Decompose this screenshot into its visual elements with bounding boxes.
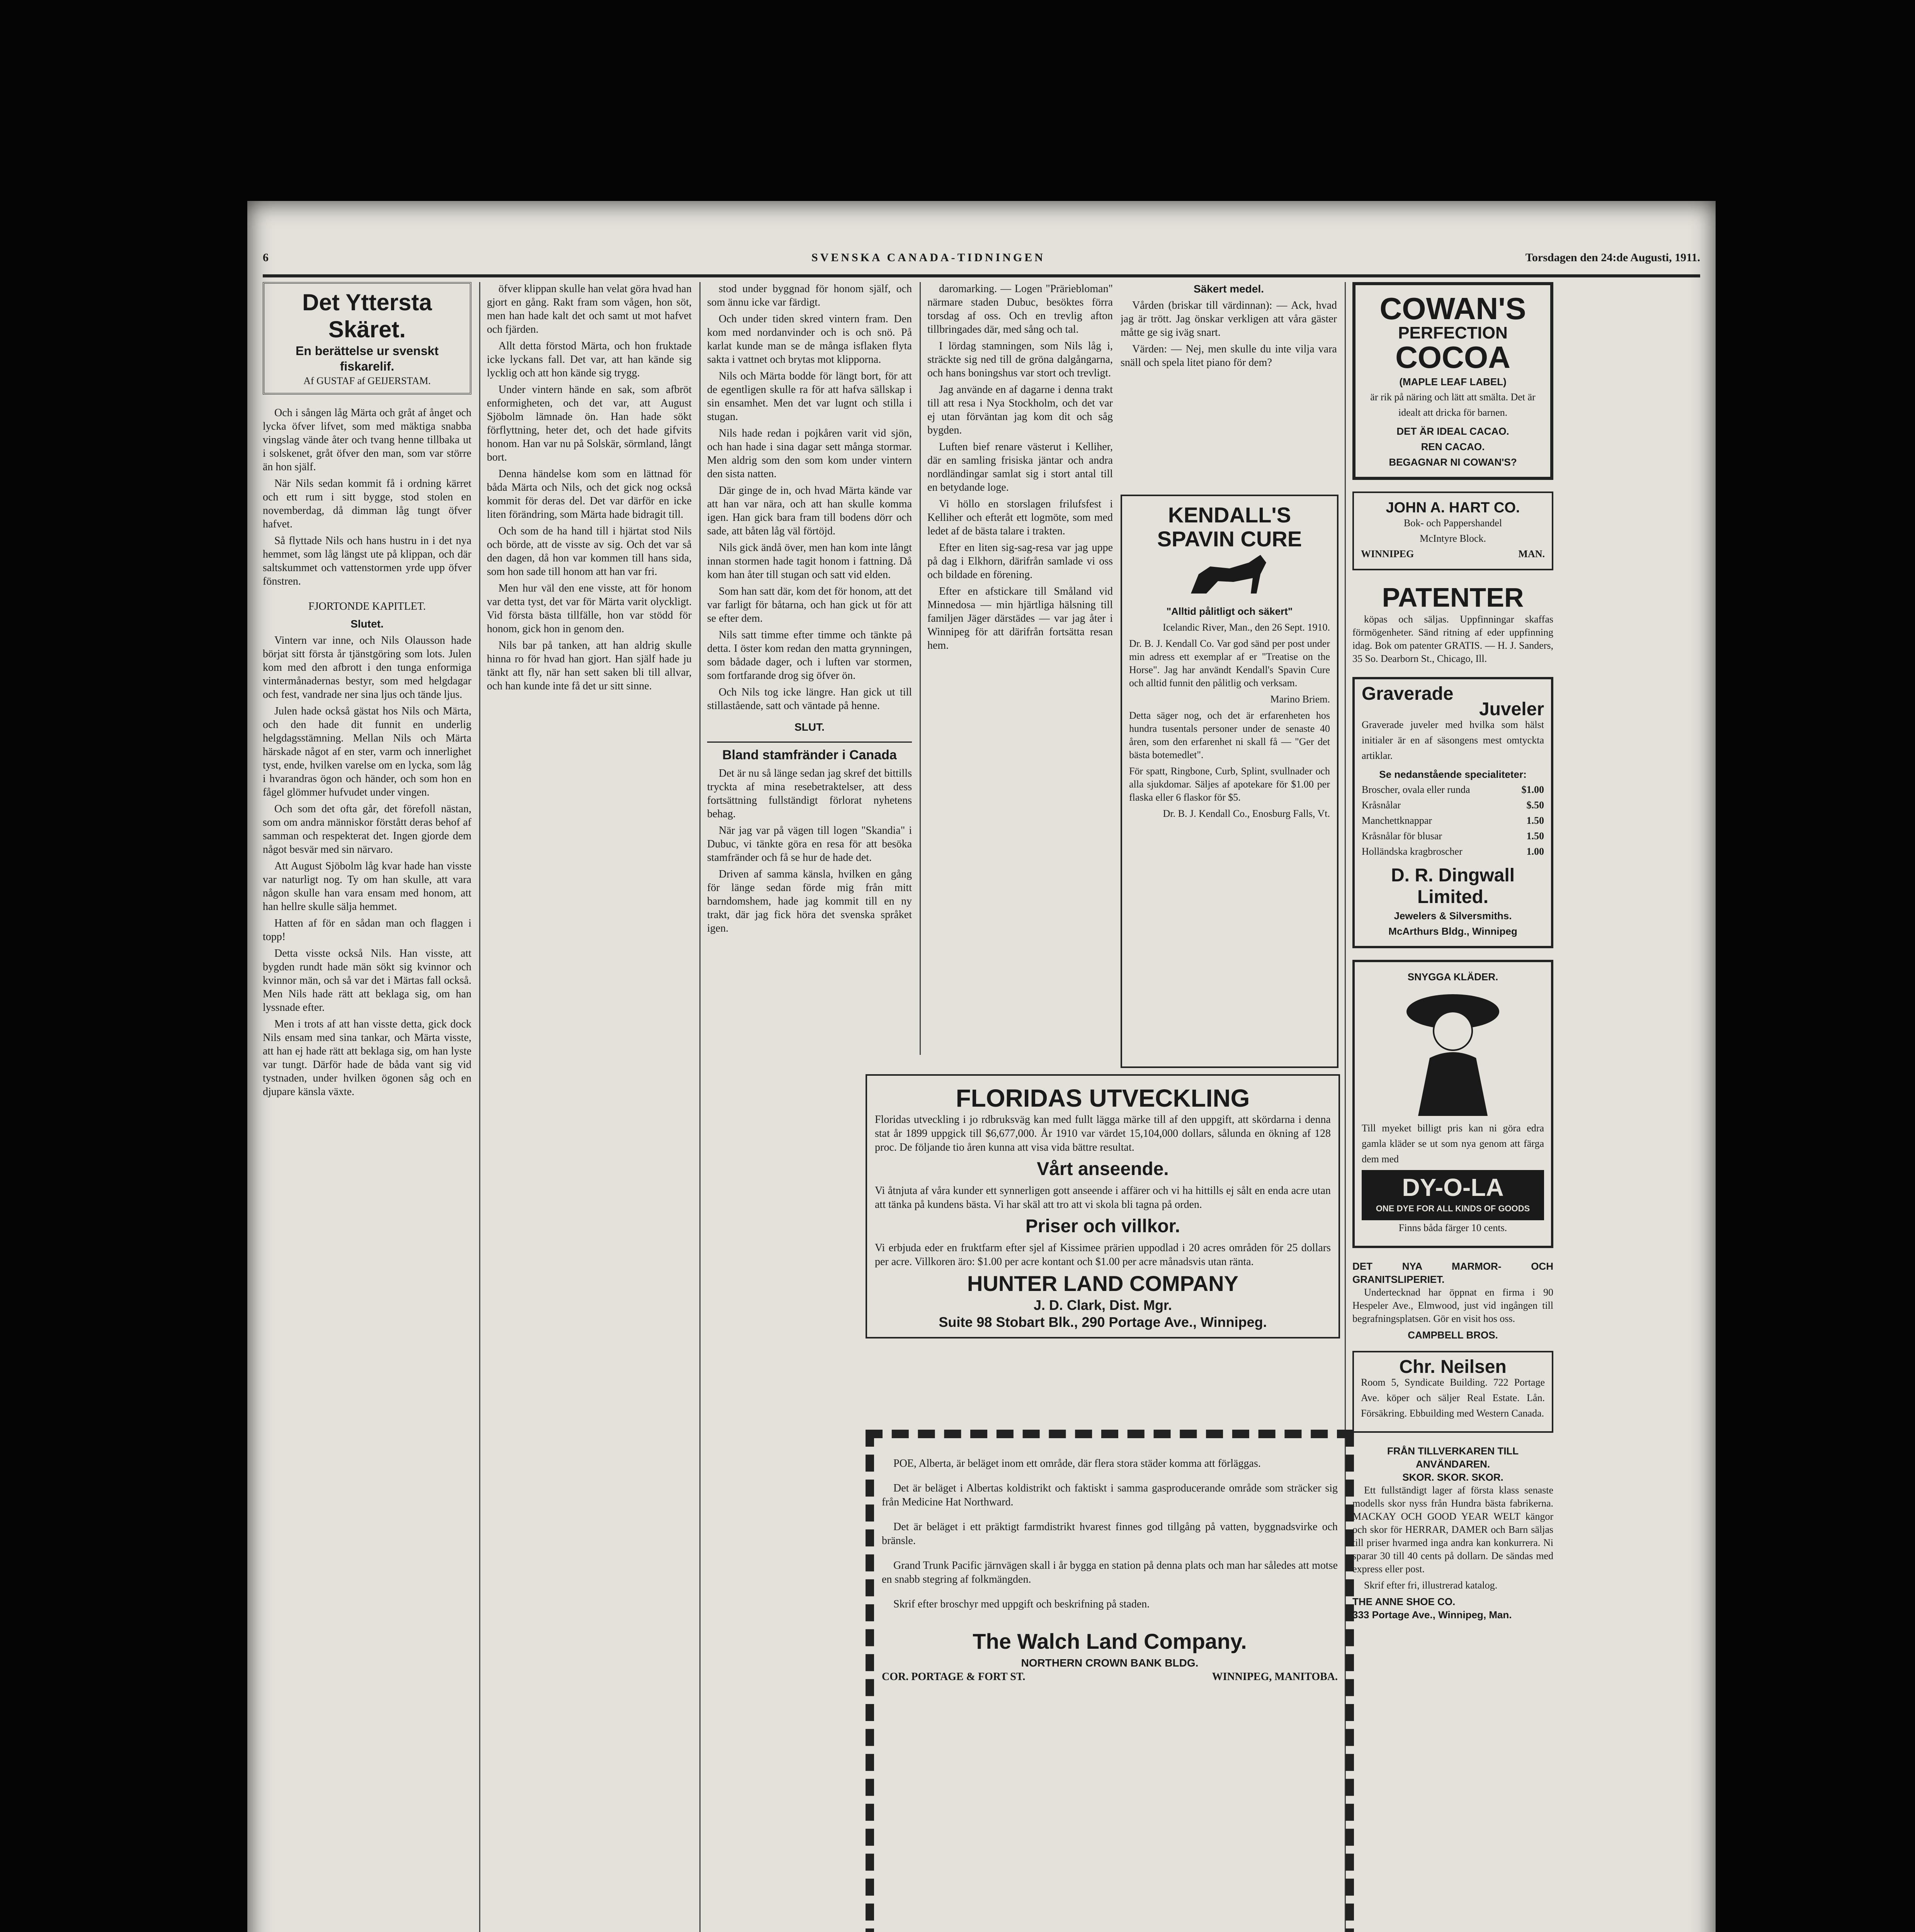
dingwall-addr: McArthurs Bldg., Winnipeg xyxy=(1388,925,1517,937)
hunter-manager: J. D. Clark, Dist. Mgr. xyxy=(1033,1297,1172,1313)
dyola-text: Finns båda färger 10 cents. xyxy=(1398,1222,1507,1233)
snygga-title: SNYGGA KLÄDER. xyxy=(1407,971,1498,983)
neilsen-ad xyxy=(1352,1351,1553,1433)
walch-ad xyxy=(866,1430,1354,1932)
patenter-text: köpas och säljas. Uppfinningar skaffas förmögenheter. Sänd ritning af eder uppfinning idag. Bok om patenter GRATIS. — H. J. Sanders, 35 So. Dearborn St., Chicago, Ill. xyxy=(1352,614,1553,664)
paragraph: Jag använde en af dagarne i denna trakt till att resa i Nya Stockholm, och det var ej utan förväntan jag kom dit och såg bygden. xyxy=(927,384,1113,436)
paragraph: Efter en afstickare till Småland vid Minnedosa — min hjärtliga hälsning till familjen Jäger därstädes — var jag åter i Winnipeg för att därifrån fortsätta resan hem. xyxy=(927,585,1113,651)
column-divider xyxy=(699,282,701,1932)
price-list-item: Kråsnålar xyxy=(1362,799,1401,811)
graverade-text: Graverade juveler med hvilka som hälst initialer är en af säsongens mest omtyckta artiklar. xyxy=(1362,719,1544,761)
chapter-subheading: Slutet. xyxy=(350,618,384,630)
dyola-logo xyxy=(1362,1170,1544,1220)
paragraph: Nils och Märta bodde för längt bort, för att de egentligen skulle ra för att hafva sällskap i sin ensamhet. Men det var lugnt och stilla i stugan. xyxy=(707,370,912,423)
paragraph: Att August Sjöbolm låg kvar hade han visste var naturligt nog. Ty om han skulle, att vara någon skulle han vara ensam med honom, att han hellre skulle sälja hemmet. xyxy=(263,860,471,913)
cowans-tagline: DET ÄR IDEAL CACAO. xyxy=(1396,425,1509,437)
story-title: Det Yttersta Skäret. xyxy=(302,289,432,342)
story-subtitle: En berättelse ur svenskt fiskarelif. xyxy=(296,344,439,373)
hart-city-left: WINNIPEG xyxy=(1361,548,1414,560)
hart-city-right: MAN. xyxy=(1518,548,1545,560)
price-list-price: 1.50 xyxy=(1526,815,1544,826)
paragraph: Under vintern hände en sak, som afbröt enformigheten, och det var, att August Sjöbolm lämnade ön. Han hade sökt förflyttning, heter det, och det hade gifvits honom. Han var nu på Solskär, sörmland, långt bort. xyxy=(487,384,692,463)
paragraph: daromarking. — Logen "Präriebloman" närmare staden Dubuc, besöktes förra torsdag af oss. Och en trevlig afton tillbringades där, med sång och tal. xyxy=(927,283,1113,335)
header-rule xyxy=(263,274,1700,277)
paragraph: Detta visste också Nils. Han visste, att bygden rundt hade män sökt sig kvinnor och kvinnor män, och så var det i Märtas fall också. Men Nils hade rätt att beklaga sig, om han lyssnade efter. xyxy=(263,947,471,1014)
price-list-price: $1.00 xyxy=(1521,784,1544,795)
skor-addr: 333 Portage Ave., Winnipeg, Man. xyxy=(1352,1609,1512,1621)
patenter-ad xyxy=(1352,582,1553,665)
marmor-ad xyxy=(1352,1260,1553,1342)
skor-text: Ett fullständigt lager af första klass senaste modells skor nyss från Hundra bästa fabrikerna. MACKAY OCH GOOD YEAR WELT kängor och skor för HERRAR, DAMER och Barn säljas till priser hvarmed inga andra kan konkurrera. Ni sparar 30 till 40 cents på dollarn. De sändas med express eller post. xyxy=(1352,1485,1553,1575)
dingwall-sub: Jewelers & Silversmiths. xyxy=(1394,910,1512,922)
walch-text: Det är beläget i Albertas koldistrikt och faktiskt i samma gasproducerande område som sträcker sig från Medicine Hat Northward. xyxy=(882,1482,1338,1508)
cowans-ad xyxy=(1352,282,1553,480)
story-author: Af GUSTAF af GEIJERSTAM. xyxy=(303,375,431,386)
paragraph: Och som de ha hand till i hjärtat stod Nils och börde, att de visste av sig. Och det var så den dagen, då hon var kommen till hans sida, som hon sade till honom att han var fri. xyxy=(487,525,692,578)
paragraph: När jag var på vägen till logen "Skandia" i Dubuc, vi tänkte göra en resa för att besöka stamfränder och få se hur de hade det. xyxy=(707,825,912,864)
column-divider xyxy=(920,282,921,1055)
paragraph: Så flyttade Nils och hans hustru in i det nya hemmet, som låg längst ute på klippan, och där saltskummet och vattenstormen yrde upp öfver fönstren. xyxy=(263,535,471,587)
paragraph: Och som det ofta går, det förefoll nästan, som om andra människor förstått deras behof af samman och respekterat det. Ingen gjorde dem något besvär med sin närvaro. xyxy=(263,803,471,855)
cowans-title: COWAN'S xyxy=(1379,291,1526,326)
walch-text: Grand Trunk Pacific järnvägen skall i år bygga en station på denna plats och man har således att motse en snabb stegring af folkmängden. xyxy=(882,1560,1338,1585)
paragraph: Men i trots af att han visste detta, gick dock Nils ensam med sina tankar, och Märta visste, att han ej hade rätt att beklaga sig, om han lyste var tungt. Därför hade de båda vant sig vid tystnaden, under hvilken ögonen såg och en djupare känsla växte. xyxy=(263,1018,471,1098)
marmor-text: Undertecknad har öppnat en firma i 90 Hespeler Ave., Elmwood, just vid ingången till begrafningsplatsen. Gör en visit hos oss. xyxy=(1352,1287,1553,1324)
floridas-text: Vi erbjuda eder en fruktfarm efter sjel af Kissimee prärien uppodlad i 20 acres områden för 25 dollars per acre. Villkoren äro: $1.00 per acre kontant och $1.00 per acre månadsvis utan ränta. xyxy=(875,1242,1331,1268)
price-list-item: Manchettknappar xyxy=(1362,815,1432,826)
price-list-price: 1.00 xyxy=(1526,846,1544,857)
story-title-box xyxy=(263,282,471,395)
neilsen-text: Room 5, Syndicate Building. 722 Portage Ave. köper och säljer Real Estate. Lån. Försäkring. Ebbuilding med Western Canada. xyxy=(1361,1377,1545,1419)
graverade-specialties: Se nedanstående specialiteter: xyxy=(1379,769,1527,780)
graverade-ad xyxy=(1352,677,1553,948)
price-list-item: Kråsnålar för blusar xyxy=(1362,830,1442,842)
story-end: SLUT. xyxy=(794,721,825,733)
column-4 xyxy=(927,282,1113,1063)
woman-illustration-icon xyxy=(1395,985,1511,1116)
paragraph: Driven af samma känsla, hvilken en gång för länge sedan förde mig från mitt barndomshem, hade jag kommit till en ny trakt, där jag fick höra det svenska språket igen. xyxy=(707,868,912,934)
kendall-letter: Dr. B. J. Kendall Co. Var god sänd per post under min adress ett exemplar af er "Treatise on the Horse". Jag har användt Kendall's Spavin Cure och alltid funnit den pålitlig och verksam. xyxy=(1129,638,1330,689)
paragraph: Luften bief renare västerut i Kelliher, där en samling frisiska jäntar och andra nordländingar samlat sig i stort antal till en betydande loge. xyxy=(927,441,1113,493)
paragraph: Men hur väl den ene visste, att för honom var detta tyst, det var för Märta varit olyckligt. Vid första bästa tillfälle, hon var stödd för honom, gick hon in genom den. xyxy=(487,582,692,635)
cowans-tagline: REN CACAO. xyxy=(1421,441,1485,452)
hunter-address: Suite 98 Stobart Blk., 290 Portage Ave., Winnipeg. xyxy=(939,1314,1267,1330)
hart-name: JOHN A. HART CO. xyxy=(1386,500,1520,516)
snygga-text: Till myeket billigt pris kan ni göra edra gamla kläder se ut som nya genom att färga dem med xyxy=(1362,1122,1544,1165)
price-list-row xyxy=(1362,813,1544,828)
hart-ad xyxy=(1352,492,1553,570)
page-header xyxy=(263,251,1700,270)
cowans-cocoa: COCOA xyxy=(1395,340,1510,374)
floridas-text: Floridas utveckling i jo rdbruksväg kan med fullt lägga märke till af den uppgift, att skördarna i denna stat år 1899 uppgick till $6,677,000. År 1910 var värdet 15,104,000 dollars, sålunda en ökning af 128 proc. De följande tio åren kunna att visa vida bättre resultat. xyxy=(875,1114,1331,1153)
floridas-text: Vi åtnjuta af våra kunder ett synnerligen gott anseende i affärer och vi ha hittills ej sålt en enda acre utan att tänka på kundens bästa. Vi har skäl att tro att vi skola bli tagna på orden. xyxy=(875,1185,1331,1211)
cowans-label: (MAPLE LEAF LABEL) xyxy=(1399,376,1507,388)
column-1 xyxy=(263,282,471,1932)
paragraph: Vintern var inne, och Nils Olausson hade börjat sitt första år tjänstgöring som lots. Julen kom med den afbrott i den tunga enformiga vintermånadernas bestyr, som med helgdagar och fest, vandrade ner sina ljus och tände ljus. xyxy=(263,634,471,701)
paragraph: Och under tiden skred vintern fram. Den kom med nordanvinder och is och snö. På karlat kunde man se de många isflaken flyta sakta i vattnet och brytas mot klipporna. xyxy=(707,313,912,366)
price-list-item: Broscher, ovala eller runda xyxy=(1362,784,1470,795)
paragraph: När Nils sedan kommit få i ordning kärret och ett rum i sitt bygge, stod stolen en novemberdag, då dimman låg tungt öfver hafvet. xyxy=(263,478,471,530)
paragraph: Nils bar på tanken, att han aldrig skulle hinna ro för hvad han gjort. Han själf hade ju tänkt att fly, när han sett saken bli till allvar, och han kunde inte få det ur sitt sinne. xyxy=(487,639,692,692)
paragraph: Värden: — Nej, men skulle du inte vilja vara snäll och spela litet piano för dem? xyxy=(1121,343,1337,369)
graverade-price-list xyxy=(1362,782,1544,859)
paragraph: Som han satt där, kom det för honom, att det var farligt för båtarna, och han gick ut för att se efter dem. xyxy=(707,585,912,624)
column-5 xyxy=(1121,282,1337,483)
dyola-title: DY-O-LA xyxy=(1402,1173,1504,1201)
marmor-title: DET NYA MARMOR- OCH GRANITSLIPERIET. xyxy=(1352,1260,1553,1285)
price-list-row xyxy=(1362,798,1544,813)
paper-name: SVENSKA CANADA-TIDNINGEN xyxy=(811,251,1045,264)
walch-text: Det är beläget i ett präktigt farmdistrikt hvarest finnes god tillgång på vatten, byggnadsvirke och bränsle. xyxy=(882,1521,1338,1547)
price-list-row xyxy=(1362,782,1544,798)
newspaper-page xyxy=(247,201,1716,1932)
kendall-signature: Marino Briem. xyxy=(1270,694,1330,705)
skor-catalog: Skrif efter fri, illustrerad katalog. xyxy=(1364,1580,1498,1591)
kendall-title: KENDALL'S SPAVIN CURE xyxy=(1157,503,1302,551)
paragraph: Hatten af för en sådan man och flaggen i topp! xyxy=(263,917,471,943)
neilsen-name: Chr. Neilsen xyxy=(1399,1357,1507,1377)
floridas-heading: Priser och villkor. xyxy=(1025,1216,1180,1236)
article-heading: Bland stamfränder i Canada xyxy=(722,748,897,762)
walch-bank: NORTHERN CROWN BANK BLDG. xyxy=(1021,1657,1199,1669)
paragraph: stod under byggnad för honom själf, och som ännu icke var färdigt. xyxy=(707,283,912,308)
paragraph: Och Nils tog icke längre. Han gick ut till stillastående, satt och väntade på henne. xyxy=(707,686,912,712)
snygga-ad xyxy=(1352,960,1553,1248)
patenter-title: PATENTER xyxy=(1382,582,1524,612)
paragraph: Allt detta förstod Märta, och hon fruktade icke lyckans fall. Det var, att han kände sig lycklig och att hon kände sig trygg. xyxy=(487,340,692,379)
kendall-place: Icelandic River, Man., den 26 Sept. 1910. xyxy=(1163,622,1330,633)
cowans-tagline: BEGAGNAR NI COWAN'S? xyxy=(1389,456,1517,468)
paragraph: Vi höllo en storslagen frilufsfest i Kelliher och efteråt ett logmöte, som med ledet af de bästa talare i trakten. xyxy=(927,498,1113,537)
kendall-footer: Dr. B. J. Kendall Co., Enosburg Falls, Vt. xyxy=(1163,808,1330,819)
paragraph: Det är nu så länge sedan jag skref det bittills tryckta af mina resebetraktelser, att dess fortsättning fullständigt förlorat nyhetens behag. xyxy=(707,767,912,820)
kendall-ad xyxy=(1121,495,1338,1068)
chapter-heading: FJORTONDE KAPITLET. xyxy=(308,600,426,612)
column-6 xyxy=(1352,282,1553,1932)
paragraph: Nils satt timme efter timme och tänkte på detta. I öster kom redan den matta grynningen, som bådade dager, och i luften var stormen, som fortfarande drog sig öfver ön. xyxy=(707,629,912,682)
price-list-row xyxy=(1362,844,1544,859)
paragraph: Nils gick ändå över, men han kom inte långt innan stormen hade tagit honom i fattning. Då kom han åter till stugan och satt vid elden. xyxy=(707,542,912,581)
price-list-row xyxy=(1362,828,1544,844)
walch-text: Skrif efter broschyr med uppgift och beskrifning på staden. xyxy=(893,1598,1150,1610)
graverade-title: Graverade xyxy=(1362,684,1454,704)
dingwall-name: D. R. Dingwall Limited. xyxy=(1391,865,1515,907)
paragraph: Denna händelse kom som en lättnad för båda Märta och Nils, och det gick nog också kommit för deras del. Det var därför en icke liten förändring, som Märta hade bidragit till. xyxy=(487,468,692,520)
marmor-sign: CAMPBELL BROS. xyxy=(1408,1329,1498,1341)
article-divider xyxy=(707,742,912,747)
hart-sub: Bok- och Pappershandel xyxy=(1403,517,1502,529)
hart-city xyxy=(1361,546,1545,562)
hunter-company: HUNTER LAND COMPANY xyxy=(967,1271,1239,1296)
page-number: 6 xyxy=(263,251,269,264)
column-2 xyxy=(487,282,692,1932)
article-heading: Säkert medel. xyxy=(1193,283,1264,295)
walch-address xyxy=(882,1670,1338,1684)
skor-title: SKOR. SKOR. SKOR. xyxy=(1402,1471,1503,1483)
skor-ad xyxy=(1352,1444,1553,1621)
floridas-ad xyxy=(866,1074,1340,1338)
paragraph: I lördag stamningen, som Nils låg i, sträckte sig ned till de gröna dalgångarna, och hans boningshus var stort och trevligt. xyxy=(927,340,1113,379)
cowans-text: är rik på näring och lätt att smälta. Det är idealt att dricka för barnen. xyxy=(1370,391,1536,418)
walch-text: POE, Alberta, är beläget inom ett område, där flera stora städer komma att förläggas. xyxy=(893,1458,1261,1469)
horse-icon xyxy=(1183,551,1276,601)
paragraph: Nils hade redan i pojkåren varit vid sjön, och han hade i sina dagar sett många stormar. Men aldrig som den som kom under vintern den sista natten. xyxy=(707,427,912,480)
price-list-item: Holländska kragbroscher xyxy=(1362,846,1463,857)
paragraph: Vården (briskar till värdinnan): — Ack, hvad jag är trött. Jag önskar verkligen att våra gäster måtte ge sig iväg snart. xyxy=(1121,299,1337,338)
kendall-text: Detta säger nog, och det är erfarenheten hos hundra tusentals personer under de senaste 40 åren, som den erfarenhet ni skall få — "Ger det bästa botemedlet". xyxy=(1129,710,1330,760)
walch-company: The Walch Land Company. xyxy=(973,1629,1247,1653)
paragraph: Och i sången låg Märta och gråt af ånget och lycka öfver lifvet, som med mäktiga snabba vingslag vände åter och tvang henne tillbaka ut i solskenet, gråt öfver den man, som var större än hon själf. xyxy=(263,407,471,473)
graverade-title-2: Juveler xyxy=(1479,699,1544,719)
paragraph: Efter en liten sig-sag-resa var jag uppe på dag i Elkhorn, därifrån samlade vi oss och bildade en förening. xyxy=(927,542,1113,581)
kendall-text: För spatt, Ringbone, Curb, Splint, svullnader och alla sjukdomar. Säljes af apotekare för $1.00 per flaska eller 6 flaskor för $5. xyxy=(1129,765,1330,803)
skor-sign: THE ANNE SHOE CO. xyxy=(1352,1596,1456,1607)
walch-address-right: WINNIPEG, MANITOBA. xyxy=(1212,1671,1338,1683)
cowans-line: PERFECTION xyxy=(1398,323,1508,342)
floridas-title: FLORIDAS UTVECKLING xyxy=(956,1084,1250,1112)
floridas-heading: Vårt anseende. xyxy=(1037,1159,1169,1179)
price-list-price: 1.50 xyxy=(1526,830,1544,842)
hart-addr: McIntyre Block. xyxy=(1420,533,1486,544)
paragraph: Där ginge de in, och hvad Märta kände var att han var nära, och att han skulle komma igen. Han gick bara fram till bodens dörr och sade, att båten låg väl förtöjd. xyxy=(707,485,912,537)
paragraph: öfver klippan skulle han velat göra hvad han gjort en gång. Rakt fram som vågen, hon söt, men han hade kalt det och samt ut mot hafvet och fjärden. xyxy=(487,283,692,335)
issue-date: Torsdagen den 24:de Augusti, 1911. xyxy=(1525,251,1700,264)
paragraph: Julen hade också gästat hos Nils och Märta, och den hade dit funnit en underlig helgdagsstämning. Mellan Nils och Märta härskade något af en ster, varm och innerlighet tyst, ende, hvilken varelse om en lycka, som låg i hvarandras ögon och händer, och som hon en fågel glömmer hufvudet under vingen. xyxy=(263,705,471,798)
walch-address-left: COR. PORTAGE & FORT ST. xyxy=(882,1671,1026,1683)
column-divider xyxy=(479,282,480,1932)
fran-title: FRÅN TILLVERKAREN TILL ANVÄNDAREN. xyxy=(1387,1445,1519,1470)
dyola-sub: ONE DYE FOR ALL KINDS OF GOODS xyxy=(1376,1204,1530,1213)
price-list-price: $.50 xyxy=(1526,799,1544,811)
kendall-slogan: "Alltid pålitligt och säkert" xyxy=(1166,605,1293,617)
